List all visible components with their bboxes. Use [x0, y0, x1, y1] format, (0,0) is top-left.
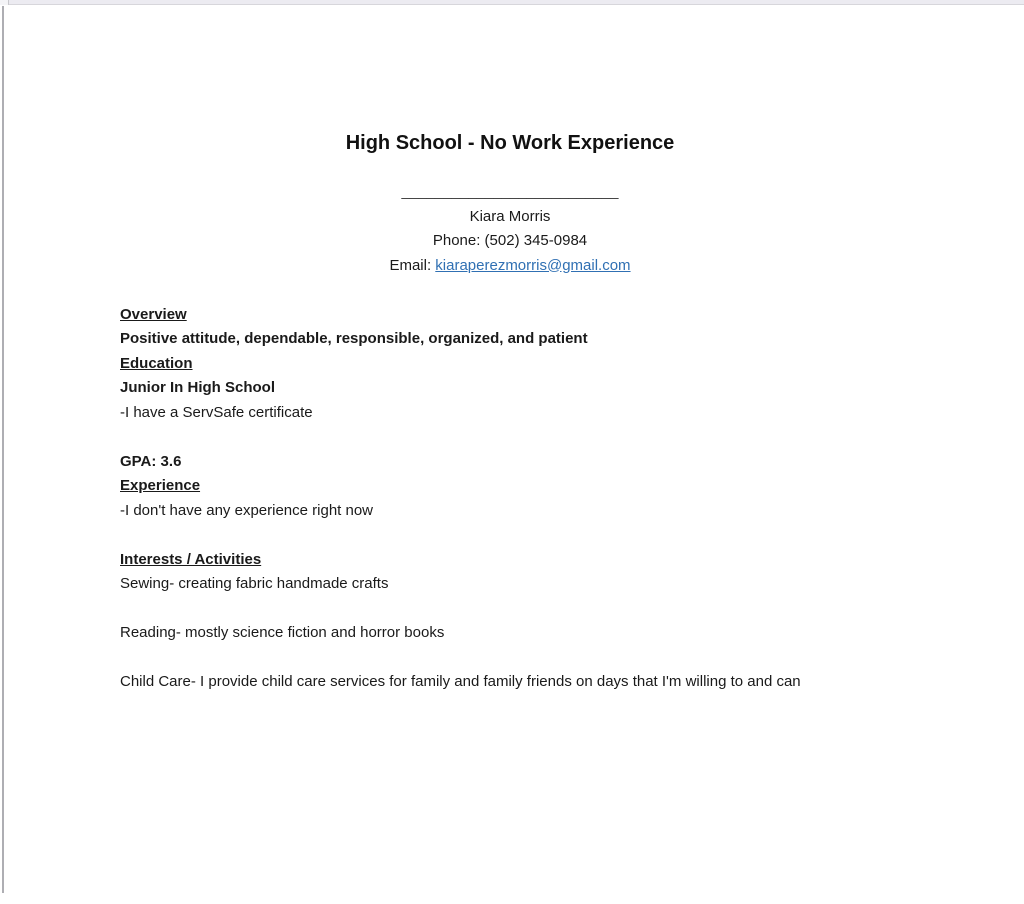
- document-title: High School - No Work Experience: [345, 132, 675, 154]
- contact-phone: Phone: (502) 345-0984: [432, 232, 588, 249]
- education-grade-level: Junior In High School: [120, 379, 275, 396]
- spacer: [120, 646, 900, 671]
- spacer: [120, 278, 900, 303]
- interest-item-reading: Reading- mostly science fiction and horror books: [120, 624, 445, 641]
- education-gpa: GPA: 3.6: [120, 452, 182, 470]
- interest-item-childcare: Child Care- I provide child care services for family and family friends on days that I'm willing to and can: [120, 673, 801, 690]
- education-heading: Education: [120, 354, 193, 372]
- contact-email-label: Email:: [389, 256, 436, 274]
- spacer: [120, 425, 900, 450]
- interest-item-sewing: Sewing- creating fabric handmade crafts: [120, 575, 389, 592]
- experience-heading: Experience: [120, 477, 201, 494]
- spacer: [120, 156, 900, 181]
- overview-summary: Positive attitude, dependable, responsible, organized, and patient: [120, 330, 588, 347]
- education-certificate: -I have a ServSafe certificate: [120, 403, 313, 421]
- spacer: [120, 597, 900, 622]
- spacer: [120, 523, 900, 548]
- experience-note: -I don't have any experience right now: [120, 501, 374, 519]
- contact-name: Kiara Morris: [469, 207, 551, 225]
- overview-heading: Overview: [120, 305, 187, 323]
- signature-line: __________________________: [401, 183, 619, 200]
- contact-email-line: [120, 254, 900, 279]
- interests-heading: Interests / Activities: [120, 550, 262, 568]
- contact-email-link[interactable]: kiaraperezmorris@gmail.com: [435, 256, 631, 274]
